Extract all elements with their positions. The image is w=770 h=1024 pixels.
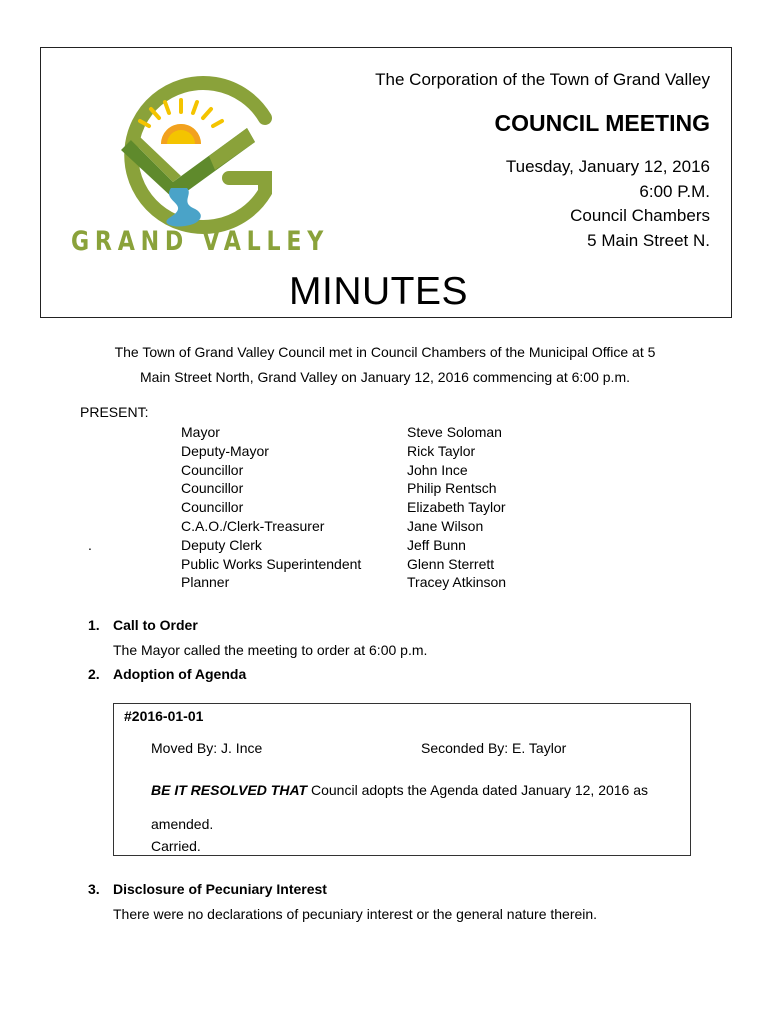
attendee-role: Deputy-Mayor	[181, 442, 269, 459]
section-body-pecuniary-interest: There were no declarations of pecuniary interest or the general nature therein.	[113, 906, 598, 922]
section-title: Adoption of Agenda	[113, 666, 247, 682]
section-heading-adoption-of-agenda	[88, 666, 246, 682]
intro-line: The Town of Grand Valley Council met in Council Chambers of the Municipal Office at 5	[114, 344, 656, 360]
present-label: PRESENT:	[80, 404, 149, 420]
motion-box	[113, 703, 691, 856]
moved-by: Moved By: J. Ince	[151, 740, 263, 756]
seconded-by: Seconded By: E. Taylor	[421, 740, 567, 756]
attendee-role: Deputy Clerk	[181, 536, 262, 553]
attendee-row	[181, 461, 506, 480]
attendee-name: Elizabeth Taylor	[407, 499, 506, 516]
meeting-time: 6:00 P.M.	[639, 181, 710, 201]
attendee-name: Tracey Atkinson	[407, 574, 507, 591]
header-box	[40, 47, 732, 318]
section-title: Call to Order	[113, 617, 198, 633]
organization-name: The Corporation of the Town of Grand Valley	[375, 70, 710, 89]
attendee-name: Philip Rentsch	[407, 480, 497, 497]
motion-result: Carried.	[151, 838, 201, 854]
attendee-row	[181, 479, 506, 498]
attendee-role: Councillor	[181, 480, 244, 497]
intro-paragraph	[0, 340, 770, 390]
section-heading-pecuniary-interest	[88, 881, 327, 897]
attendee-role: Councillor	[181, 499, 244, 516]
meeting-details	[506, 155, 710, 253]
resolution-text	[151, 773, 681, 841]
attendee-name: Rick Taylor	[407, 442, 476, 459]
meeting-date: Tuesday, January 12, 2016	[505, 157, 710, 176]
document-title: MINUTES	[289, 270, 468, 313]
resolution-lead: BE IT RESOLVED THAT	[151, 782, 308, 798]
attendance-marker: .	[88, 537, 92, 553]
attendee-role: Planner	[181, 574, 230, 591]
intro-line: Main Street North, Grand Valley on January 12, 2016 commencing at 6:00 p.m.	[140, 369, 630, 385]
meeting-type: COUNCIL MEETING	[494, 110, 710, 136]
attendee-name: Jane Wilson	[407, 517, 484, 534]
attendee-row	[181, 423, 506, 442]
section-body-call-to-order: The Mayor called the meeting to order at 6:00 p.m.	[113, 642, 428, 658]
motion-number: #2016-01-01	[124, 708, 204, 724]
logo-text: GRAND VALLEY	[71, 226, 329, 257]
attendee-role: Councillor	[181, 461, 244, 478]
attendee-name: Steve Soloman	[407, 424, 502, 440]
attendee-row	[181, 555, 506, 574]
attendee-row	[181, 498, 506, 517]
attendee-role: Public Works Superintendent	[181, 555, 362, 572]
meeting-location: Council Chambers	[570, 206, 710, 225]
attendee-role: C.A.O./Clerk-Treasurer	[181, 517, 325, 534]
meeting-address: 5 Main Street N.	[587, 230, 710, 250]
resolution-body: Council adopts the Agenda dated January 12, 2016 as amended.	[151, 782, 649, 832]
attendee-list	[181, 423, 506, 592]
section-number: 2.	[88, 666, 100, 682]
attendee-row	[181, 442, 506, 461]
section-number: 1.	[88, 617, 100, 633]
attendee-name: Glenn Sterrett	[407, 555, 495, 572]
section-number: 3.	[88, 881, 100, 897]
section-heading-call-to-order	[88, 617, 198, 633]
attendee-name: Jeff Bunn	[407, 536, 466, 553]
attendee-row	[181, 536, 506, 555]
attendee-row	[181, 517, 506, 536]
attendee-row	[181, 573, 506, 592]
attendee-role: Mayor	[181, 424, 220, 440]
section-title: Disclosure of Pecuniary Interest	[113, 881, 327, 897]
attendee-name: John Ince	[407, 461, 468, 478]
